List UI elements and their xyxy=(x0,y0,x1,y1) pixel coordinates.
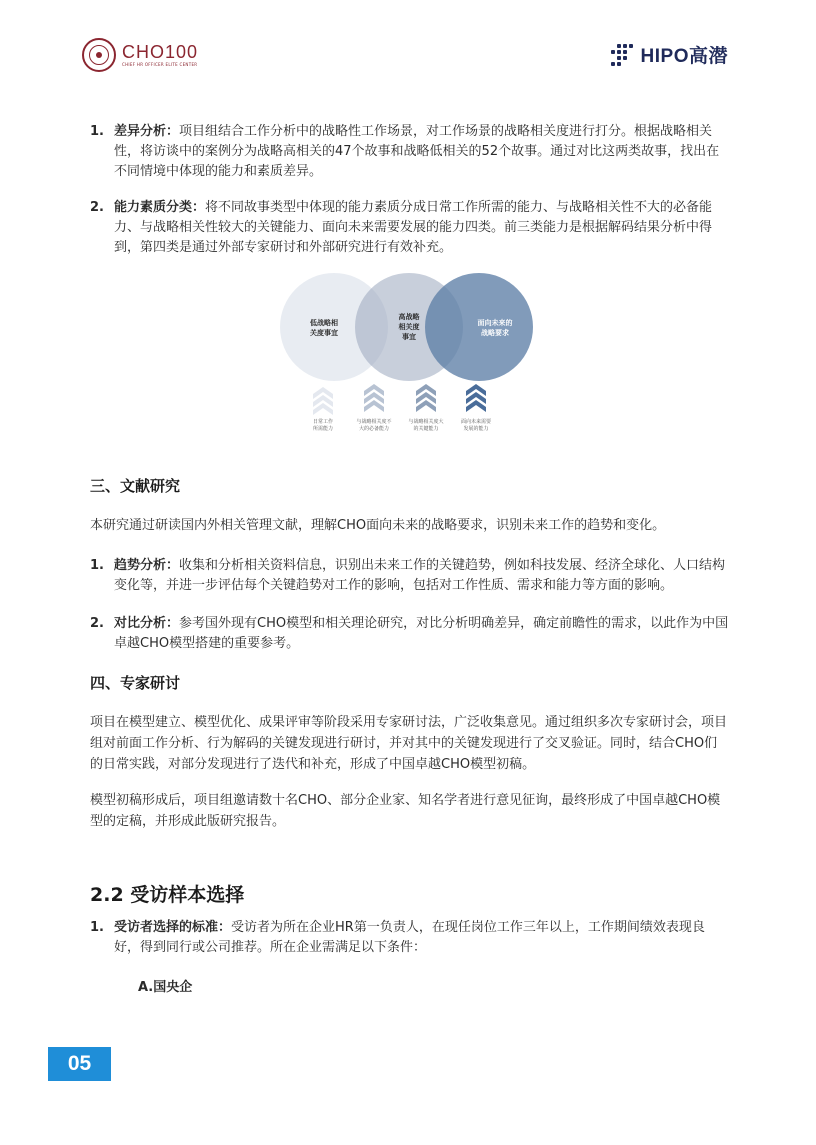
caption-key-2: 的关键能力 xyxy=(413,426,439,432)
chevron-up-icon xyxy=(466,384,486,412)
page-number: 05 xyxy=(48,1047,111,1081)
list-item-text: 参考国外现有CHO模型和相关理论研究，对比分析明确差异，确定前瞻性的需求，以此作为中国卓越CHO模型搭建的重要参考。 xyxy=(114,616,729,651)
caption-required-1: 与战略相关度不 xyxy=(356,419,392,425)
list-item-lead: 差异分析： xyxy=(114,124,180,139)
section-title-sample: 2.2 受访样本选择 xyxy=(90,884,245,906)
list-number: 1. xyxy=(90,920,104,935)
venn-label-future-1: 面向未来的 xyxy=(477,319,513,327)
list-item-text: 收集和分析相关资料信息，识别出未来工作的关键趋势，例如科技发展、经济全球化、人口结构变化等，并进一步评估每个关键趋势对工作的影响，包括对工作性质、需求和能力等方面的影响。 xyxy=(114,558,726,593)
venn-label-high-1: 高战略 xyxy=(398,313,420,321)
caption-daily-1: 日常工作 xyxy=(312,419,334,425)
list-number: 1. xyxy=(90,124,104,139)
caption-required-2: 大的必备能力 xyxy=(358,426,390,432)
venn-label-high-3: 事宜 xyxy=(402,333,416,341)
section-heading-literature: 三、文献研究 xyxy=(90,477,181,495)
venn-label-low-2: 关度事宜 xyxy=(310,329,338,337)
list-item-text: 受访者为所在企业HR第一负责人，在现任岗位工作三年以上，工作期间绩效表现良好，得到同行或公司推荐。所在企业需满足以下条件： xyxy=(114,920,705,955)
sub-item-a: A.国央企 xyxy=(138,980,193,995)
hipo-logo-word: HIPO高潜 xyxy=(640,46,728,67)
caption-future-1: 面向未来需要 xyxy=(460,419,492,425)
section-intro: 本研究通过研读国内外相关管理文献，理解CHO面向未来的战略要求，识别未来工作的趋势和变化。 xyxy=(90,518,666,533)
list-item-difference-analysis xyxy=(90,122,730,182)
section-heading-expert: 四、专家研讨 xyxy=(90,674,181,692)
venn-label-high-2: 相关度 xyxy=(398,323,420,331)
venn-circle-future xyxy=(425,273,533,381)
chevron-up-icon xyxy=(364,384,384,412)
list-item-selection-criteria xyxy=(90,918,730,958)
list-item-ability-classification xyxy=(90,198,730,258)
paragraph-expert-2: 模型初稿形成后，项目组邀请数十名CHO、部分企业家、知名学者进行意见征询，最终形成了中国卓越CHO模型的定稿，并形成此版研究报告。 xyxy=(90,793,721,829)
list-number: 1. xyxy=(90,558,104,573)
list-item-lead: 能力素质分类： xyxy=(114,200,206,215)
list-item-lead: 受访者选择的标准： xyxy=(114,920,232,935)
cho100-logo-word: CHO100 xyxy=(122,42,199,62)
list-item-lead: 趋势分析： xyxy=(114,558,180,573)
seal-icon xyxy=(82,38,116,72)
list-number: 2. xyxy=(90,200,104,215)
cho100-logo xyxy=(82,38,198,72)
venn-label-future-2: 战略要求 xyxy=(481,329,509,337)
list-item-comparative-analysis xyxy=(90,614,730,654)
venn-diagram xyxy=(280,272,540,442)
list-item-trend-analysis xyxy=(90,556,730,596)
list-item-text: 项目组结合工作分析中的战略性工作场景，对工作场景的战略相关度进行打分。根据战略相关性，将访谈中的案例分为战略高相关的47个故事和战略低相关的52个故事。通过对比这两类故事，找出在不同情境中体现的能力和素质差异。 xyxy=(114,124,720,179)
dots-grid-icon xyxy=(611,44,633,66)
list-item-lead: 对比分析： xyxy=(114,616,180,631)
caption-daily-2: 所需能力 xyxy=(312,426,334,432)
chevron-up-icon xyxy=(416,384,436,412)
cho100-logo-tagline: CHIEF HR OFFICER ELITE CENTER xyxy=(122,62,198,67)
venn-label-low-1: 低战略相 xyxy=(310,319,338,327)
caption-key-1: 与战略相关度大 xyxy=(408,419,444,425)
paragraph-expert-1: 项目在模型建立、模型优化、成果评审等阶段采用专家研讨法，广泛收集意见。通过组织多次专家研讨会，项目组对前面工作分析、行为解码的关键发现进行研讨，并对其中的关键发现进行了交叉验证。同时，结合CHO们的日常实践，对部分发现进行了迭代和补充，形成了中国卓越CHO模型初稿。 xyxy=(90,715,728,772)
chevron-up-icon xyxy=(313,387,333,415)
list-item-text: 将不同故事类型中体现的能力素质分成日常工作所需的能力、与战略相关性不大的必备能力、与战略相关性较大的关键能力、面向未来需要发展的能力四类。前三类能力是根据解码结果分析中得到，第四类是通过外部专家研讨和外部研究进行有效补充。 xyxy=(114,200,713,255)
caption-future-2: 发展的能力 xyxy=(463,426,489,432)
list-number: 2. xyxy=(90,616,104,631)
hipo-logo xyxy=(611,41,728,68)
